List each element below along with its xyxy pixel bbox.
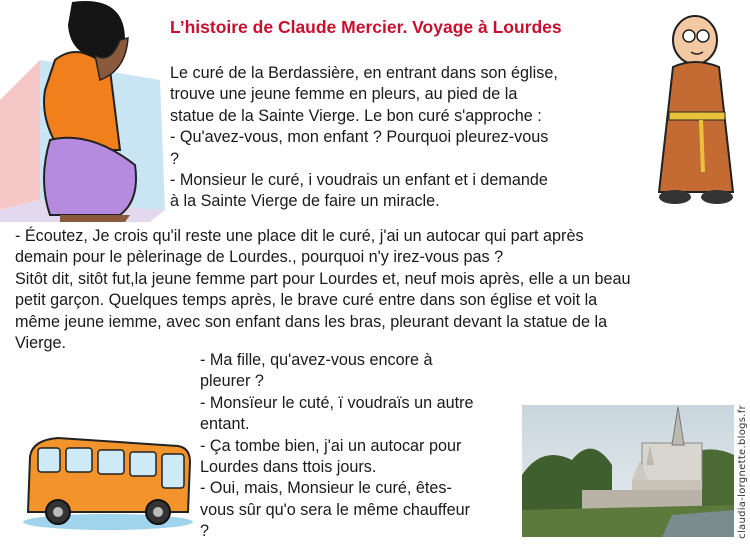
story-title: L’histoire de Claude Mercier. Voyage à Lourdes (170, 17, 562, 37)
text-line: ? (170, 149, 180, 168)
lourdes-basilica-photo (522, 405, 734, 537)
bus-illustration (18, 432, 196, 532)
text-line: - Monsieur le curé, i voudrais un enfant et i demande (170, 171, 548, 190)
text-line: entant. (200, 415, 250, 434)
praying-woman-illustration (0, 0, 170, 222)
text-line: statue de la Sainte Vierge. Le bon curé s'approche : (170, 106, 542, 125)
text-line: pleurer ? (200, 372, 264, 391)
text-line: trouve une jeune femme en pleurs, au pied de la (170, 85, 518, 104)
text-line: même jeune iemme, avec son enfant dans les bras, pleurant devant la statue de la (15, 312, 608, 331)
text-line: Sitôt dit, sitôt fut,la jeune femme part pour Lourdes et, neuf mois après, elle a un beau (15, 269, 631, 288)
text-line: - Ça tombe bien, j'ai un autocar pour (200, 436, 462, 455)
text-line: - Oui, mais, Monsieur le curé, êtes- (200, 479, 452, 498)
paragraph-dialogue (200, 350, 520, 543)
text-line: demain pour le pèlerinage de Lourdes., pourquoi n'y irez-vous pas ? (15, 248, 504, 267)
text-line: - Monsïeur le cuté, ï voudraïs un autre (200, 393, 474, 412)
text-line: - Qu'avez-vous, mon enfant ? Pourquoi pleurez-vous (170, 128, 549, 147)
text-line: Le curé de la Berdassière, en entrant dans son église, (170, 64, 558, 82)
text-line: - Ma fille, qu'avez-vous encore à (200, 351, 433, 369)
paragraph-intro (170, 63, 625, 213)
text-line: Lourdes dans ttois jours. (200, 458, 377, 477)
text-line: - Écoutez, Je crois qu'il reste une place dit le curé, j'ai un autocar qui part après (15, 227, 584, 245)
text-line: ? (200, 522, 210, 541)
priest-illustration (645, 12, 745, 207)
text-line: Vierge. (15, 334, 66, 353)
text-line: petit garçon. Quelques temps après, le brave curé entre dans son église et voit la (15, 291, 598, 310)
paragraph-middle (15, 226, 737, 354)
text-line: vous sûr qu'o sera le même chauffeur (200, 500, 471, 519)
blog-watermark: claudia-lorgnette.blogs.fr (737, 405, 748, 539)
text-line: à la Sainte Vierge de faire un miracle. (170, 192, 440, 211)
